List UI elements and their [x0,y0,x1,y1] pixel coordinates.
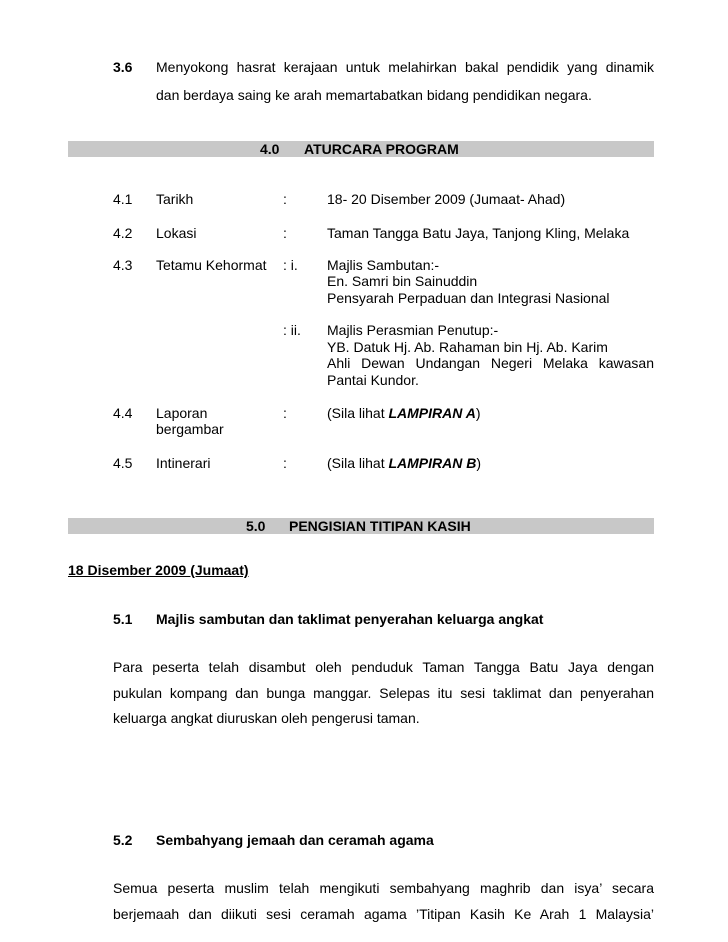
item-4-2-value: Taman Tangga Batu Jaya, Tanjong Kling, Melaka [327,225,630,241]
item-4-3-separator-ii: : ii. [283,322,301,338]
item-4-5-separator: : [283,455,287,471]
section-5-2-number: 5.2 [113,832,133,848]
section-5-1-title: Majlis sambutan dan taklimat penyerahan keluarga angkat [156,611,544,627]
guest-i-name: En. Samri bin Sainuddin [327,273,478,289]
section-5-1-para-line-2: pukulan kompang dan bunga manggar. Selepas itu sesi taklimat dan penyerahan [113,685,654,701]
item-4-4-number: 4.4 [113,405,133,421]
item-4-1-label: Tarikh [156,191,194,207]
guest-i-title: Pensyarah Perpaduan dan Integrasi Nasional [327,290,610,306]
item-4-5-label: Intinerari [156,455,211,471]
item-4-1-separator: : [283,191,287,207]
section-5-2-para-line-1: Semua peserta muslim telah mengikuti sembahyang maghrib dan isya’ secara [113,880,654,896]
lampiran-a-reference: LAMPIRAN A [388,405,476,421]
section-5-1-para-line-1: Para peserta telah disambut oleh penduduk Taman Tangga Batu Jaya dengan [113,659,654,675]
lampiran-b-reference: LAMPIRAN B [388,455,477,471]
section-5-number: 5.0 [246,518,266,534]
item-4-3-number: 4.3 [113,257,133,273]
item-4-4-value-suffix: ) [475,405,481,421]
section-3-6-number: 3.6 [113,59,133,75]
item-4-5-value [327,455,481,471]
section-5-1-para-line-3: keluarga angkat diuruskan oleh pengerusi taman. [113,710,420,726]
day-heading: 18 Disember 2009 (Jumaat) [68,562,249,578]
section-5-2-para-line-2: berjemaah dan diikuti sesi ceramah agama ’Titipan Kasih Ke Arah 1 Malaysia’ [113,906,654,922]
section-4-number: 4.0 [260,141,280,157]
item-4-4-separator: : [283,405,287,421]
item-4-1-number: 4.1 [113,191,133,207]
section-5-title: PENGISIAN TITIPAN KASIH [289,518,471,534]
item-4-2-label: Lokasi [156,225,197,241]
guest-ii-heading: Majlis Perasmian Penutup:- [327,322,499,338]
item-4-2-number: 4.2 [113,225,133,241]
item-4-4-label-line-2: bergambar [156,421,224,437]
item-4-4-value-prefix: (Sila lihat [327,405,389,421]
item-4-5-value-prefix: (Sila lihat [327,455,389,471]
guest-i-heading: Majlis Sambutan:- [327,257,440,273]
item-4-1-value: 18- 20 Disember 2009 (Jumaat- Ahad) [327,191,566,207]
section-4-title: ATURCARA PROGRAM [304,141,459,157]
guest-ii-name: YB. Datuk Hj. Ab. Rahaman bin Hj. Ab. Karim [327,339,608,355]
item-4-3-label: Tetamu Kehormat [156,257,267,273]
section-3-6-line-1: Menyokong hasrat kerajaan untuk melahirkan bakal pendidik yang dinamik [156,59,654,75]
guest-ii-title-cont: Pantai Kundor. [327,372,419,388]
section-5-heading-band [68,518,654,534]
section-3-6-line-2: dan berdaya saing ke arah memartabatkan bidang pendidikan negara. [156,87,592,103]
item-4-5-value-suffix: ) [476,455,482,471]
item-4-3-separator-i: : i. [283,257,298,273]
section-5-1-number: 5.1 [113,611,133,627]
item-4-2-separator: : [283,225,287,241]
section-4-heading-band [68,141,654,157]
guest-ii-title: Ahli Dewan Undangan Negeri Melaka kawasan [327,355,654,371]
item-4-5-number: 4.5 [113,455,133,471]
item-4-4-value [327,405,481,421]
item-4-4-label-line-1: Laporan [156,405,208,421]
section-5-2-title: Sembahyang jemaah dan ceramah agama [156,832,434,848]
